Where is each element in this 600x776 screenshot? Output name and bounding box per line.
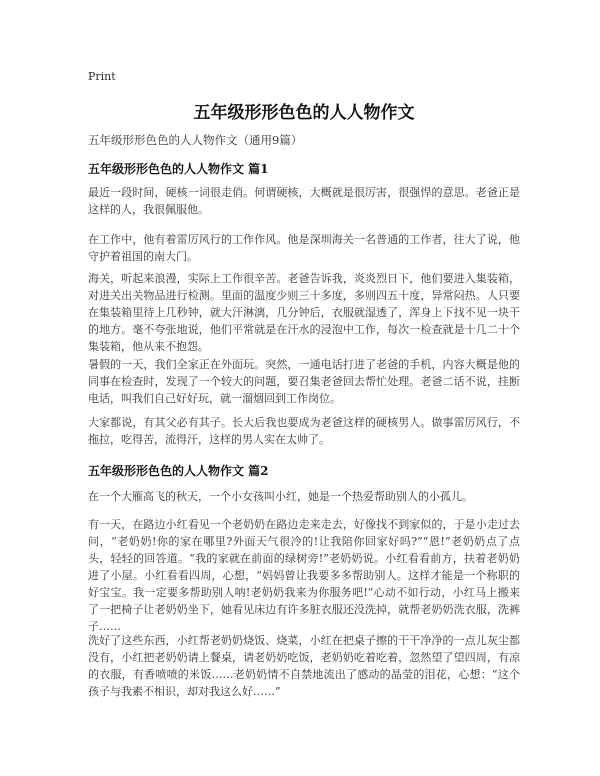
section-1-heading: 五年级形形色色的人人物作文 篇1 (88, 162, 269, 176)
document-subtitle: 五年级形形色色的人人物作文（通用9篇） (88, 133, 303, 147)
paragraph: 在一个大雁高飞的秋天，一个小女孩叫小红，她是一个热爱帮助别人的小孤儿。 (88, 490, 473, 503)
paragraph: 暑假的一天，我们全家正在外面玩。突然，一通电话打进了老爸的手机，内容大概是他的同事在检查时，发现了一个较大的问题，要召集老爸回去帮忙处理。老爸二话不说，挂断电话，叫我们自己好好玩，就一溜烟回到工作岗位。 (88, 358, 520, 405)
paragraph: 大家都说，有其父必有其子。长大后我也要成为老爸这样的硬核男人。做事雷厉风行，不拖拉，吃得苦，流得汗，这样的男人实在太帅了。 (88, 416, 520, 446)
paragraph: 洗好了这些东西，小红帮老奶奶烧饭、烧菜，小红在把桌子擦的干干净净的一点儿灰尘都没有，小红把老奶奶请上餐桌，请老奶奶吃饭，老奶奶吃着吃着，忽然望了望四周，有凉的衣服，有香喷喷的米饭……老奶奶情不自禁地流出了感动的晶莹的泪花，心想：“这个孩子与我素不相识，却对我这么好……” (88, 634, 520, 698)
page-title: 五年级形形色色的人人物作文 (193, 103, 415, 123)
paragraph: 海关，听起来浪漫，实际上工作很辛苦。老爸告诉我，炎炎烈日下，他们要进入集装箱，对进关出关物品进行检测。里面的温度少则三十多度，多则四五十度，异常闷热。人只要在集装箱里待上几秒钟，就大汗淋漓，几分钟后，衣服就湿透了，浑身上下找不见一块干的地方。毫不夸张地说，他们平常就是在汗水的浸泡中工作，每次一检查就是十几二十个集装箱，他从来不抱怨。 (88, 272, 520, 353)
section-2-heading: 五年级形形色色的人人物作文 篇2 (88, 464, 269, 478)
paragraph: 最近一段时间，硬核一词很走俏。何谓硬核，大概就是很厉害，很强悍的意思。老爸正是这样的人，我很佩服他。 (88, 186, 520, 216)
print-label[interactable]: Print (88, 70, 116, 83)
paragraph: 有一天，在路边小红看见一个老奶奶在路边走来走去，好像找不到家似的，于是小走过去问，“老奶奶!你的家在哪里?外面天气很冷的!让我陪你回家好吗?”“恩!”老奶奶点了点头，轻轻的回答道。“我的家就在前面的绿树旁!”老奶奶说。小红看看前方，扶着老奶奶进了小屋。小红看看四周，心想，“妈妈曾让我要多多帮助别人。这样才能是一个称职的好宝宝。我一定要多帮助别人呐!老奶奶我来为你服务吧!”心动不如行动，小红马上搬来了一把椅子让老奶奶坐下，她看见床边有许多脏衣服还没洗掉，就帮老奶奶洗衣服，洗裤子…… (88, 518, 520, 633)
paragraph: 在工作中，他有着雷厉风行的工作作风。他是深圳海关一名普通的工作者，往大了说，他守护着祖国的南大门。 (88, 233, 520, 263)
